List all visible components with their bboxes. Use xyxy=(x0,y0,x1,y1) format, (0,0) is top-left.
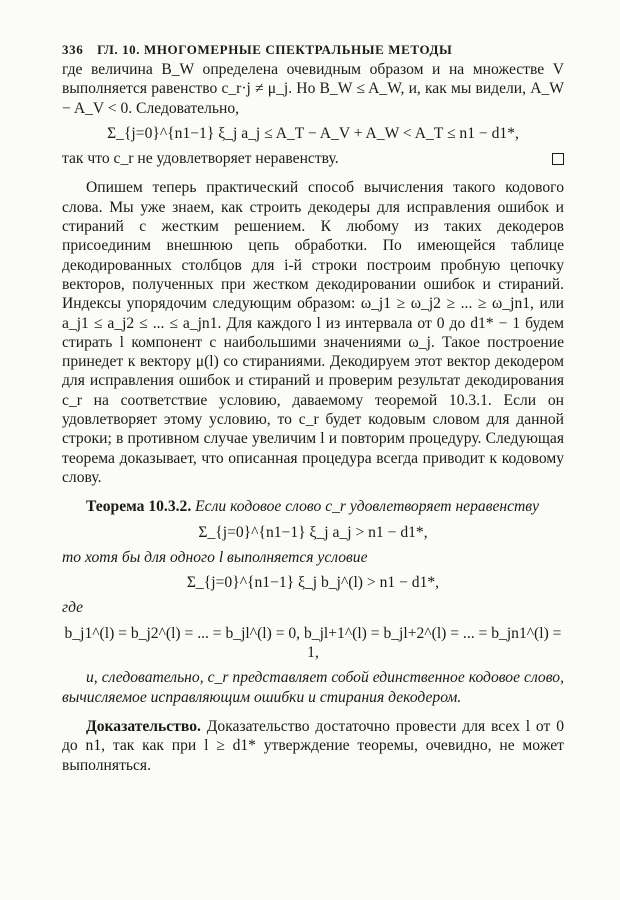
page xyxy=(62,40,564,775)
running-header xyxy=(62,40,564,60)
paragraph-3: Опишем теперь практический способ вычисления такого кодового слова. Мы уже знаем, как строить декодеры для исправления ошибок и стираний с жестким решением. К любому из таких декодеров присоединим внешнюю цепь обработки. По имеющейся таблице декодированных столбцов для i-й строки построим пробную цепочку векторов, полученных при жестком декодировании ошибок и стираний. Индексы упорядочим следующим образом: ω_j1 ≥ ω_j2 ≥ ... ≥ ω_jn1, или a_j1 ≤ a_j2 ≤ ... ≤ a_jn1. Для каждого l из интервала от 0 до d1* − 1 будем стирать l компонент с наибольшими значениями ω_j. Такое построение принедет к вектору μ(l) со стираниями. Декодируем этот вектор декодером для исправления ошибок и стираний и проверим результат декодирования c_r на соответствие условию, даваемому теоремой 10.3.1. Если он удовлетворяет этому условию, то c_r будет кодовым словом для данной строки; в противном случае увеличим l и повторим процедуру. Следующая теорема доказывает, что описанная процедура всегда приводит к кодовому слову. xyxy=(62,179,564,486)
paragraph-4: то хотя бы для одного l выполняется условие xyxy=(62,548,368,566)
paragraph-2: так что c_r не удовлетворяет неравенству. xyxy=(62,150,339,168)
proof-text: Доказательство достаточно провести для всех l от 0 до n1, так как при l ≥ d1* утверждение теоремы, очевидно, не может выполняться. xyxy=(62,717,564,774)
equation-1: Σ_{j=0}^{n1−1} ξ_j a_j ≤ A_T − A_V + A_W < A_T ≤ n1 − d1*, xyxy=(107,124,519,142)
page-number: 336 xyxy=(62,42,84,57)
qed-line xyxy=(62,149,564,168)
header-title: ГЛ. 10. МНОГОМЕРНЫЕ СПЕКТРАЛЬНЫЕ МЕТОДЫ xyxy=(97,42,453,57)
qed-square-icon xyxy=(552,153,564,165)
paragraph-1: где величина B_W определена очевидным образом и на множестве V выполняется равенство c_r·j ≠ μ_j. Но B_W ≤ A_W, и, как мы видели, A_W − A_V < 0. Следовательно, xyxy=(62,61,564,117)
theorem-paragraph xyxy=(62,497,564,516)
proof-label: Доказательство. xyxy=(86,717,201,735)
proof-paragraph xyxy=(62,717,564,775)
equation-2: Σ_{j=0}^{n1−1} ξ_j a_j > n1 − d1*, xyxy=(198,523,428,541)
paragraph-6: и, следовательно, c_r представляет собой единственное кодовое слово, вычисляемое исправляющим ошибки и стирания декодером. xyxy=(62,669,564,706)
theorem-label: Теорема 10.3.2. xyxy=(86,498,192,516)
theorem-text: Если кодовое слово c_r удовлетворяет неравенству xyxy=(195,498,539,516)
paragraph-5: где xyxy=(62,599,84,617)
equation-4: b_j1^(l) = b_j2^(l) = ... = b_jl^(l) = 0, b_jl+1^(l) = b_jl+2^(l) = ... = b_jn1^(l) = 1, xyxy=(64,624,562,662)
equation-3: Σ_{j=0}^{n1−1} ξ_j b_j^(l) > n1 − d1*, xyxy=(186,574,440,592)
